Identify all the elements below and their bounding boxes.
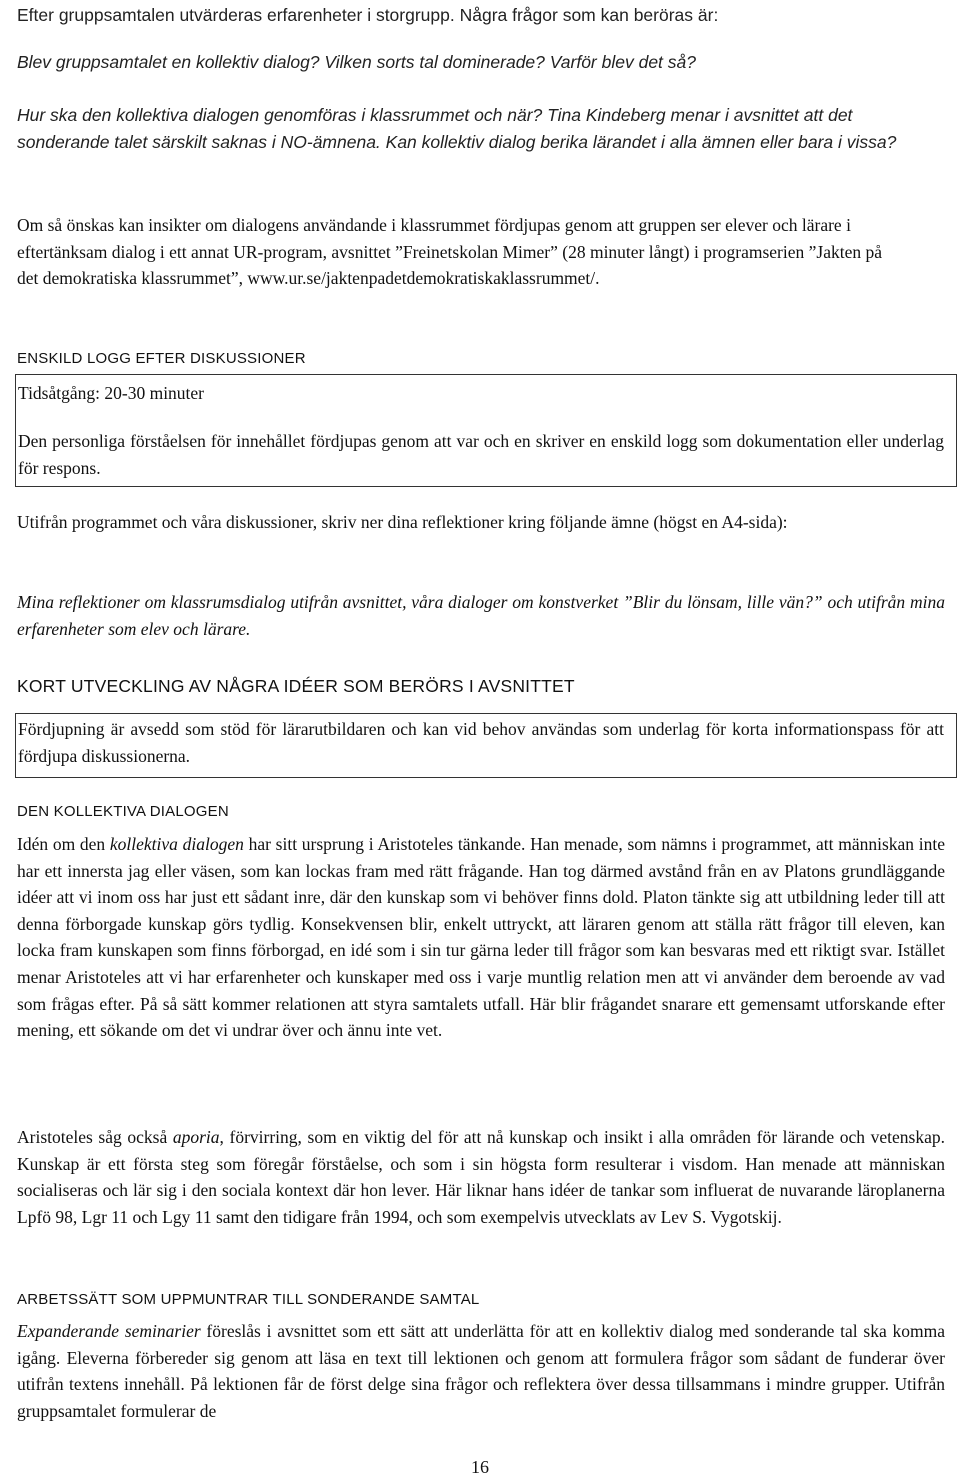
section-heading-logg: ENSKILD LOGG EFTER DISKUSSIONER [17, 350, 306, 367]
intro-questions-2: Hur ska den kollektiva dialogen genomföras i klassrummet och när? Tina Kindeberg menar i avsnittet att det sonderande talet särskilt saknas i NO-ämnena. Kan kollektiv dialog berika lärandet i alla ämnen eller bara i vissa? [17, 105, 897, 152]
arbets-paragraph: Expanderande seminarier föreslås i avsnittet som ett sätt att underlätta för att en kollektiv dialog med sonderande tal ska komma igång. Eleverna förbereder sig genom att läsa en text till lektionen och genom att formulera frågor som sådant de funderar över utifrån textens innehåll. På lektionen får de först delge sina frågor och reflektera över dessa tillsammans i mindre grupper. Utifrån gruppsamtalet formulerar de [17, 1321, 945, 1421]
logg-instruction: Utifrån programmet och våra diskussioner, skriv ner dina reflektioner kring följande ämne (högst en A4-sida): [17, 512, 788, 532]
time-estimate: Tidsåtgång: 20-30 minuter [18, 383, 205, 403]
dialog-paragraph-1: Idén om den kollektiva dialogen har sitt ursprung i Aristoteles tänkande. Han menade, som nämns i programmet, att människan inte har ett innersta jag eller väsen, som kan lockas fram med rätt frågande. Han tog därmed avstånd från en av Platons grundläggande idéer att vi inom oss har just ett sådant inre, där den kunskap som vi behöver finns dold. Platon tänkte sig att utbildning leder till att denna förborgade kunskap görs tydlig. Konsekvensen blir, enkelt uttryckt, att läraren genom att ställa rätt frågor till eleven, kan locka fram kunskapen som finns förborgad, en idé som i sin tur gärna leder till frågor som kan besvaras med ett riktigt svar. Istället menar Aristoteles att vi har erfarenheter och kunskaper med oss i varje muntlig relation men att vi använder dem beroende av vad som frågas efter. På så sätt kommer relationen att styra samtalets utfall. Här blir frågandet snarare ett gemensamt utforskande efter mening, ett sökande om det vi undrar över och ännu inte vet. [17, 834, 945, 1041]
page-number: 16 [471, 1457, 489, 1477]
intro-line: Efter gruppsamtalen utvärderas erfarenheter i storgrupp. Några frågor som kan beröras är: [17, 5, 719, 25]
logg-box-text: Den personliga förståelsen för innehållet fördjupas genom att var och en skriver en enskild logg som dokumentation eller underlag för respons. [18, 431, 944, 478]
intro-questions: Blev gruppsamtalet en kollektiv dialog? Vilken sorts tal dominerade? Varför blev det så? [17, 52, 696, 72]
section-heading-dialog: DEN KOLLEKTIVA DIALOGEN [17, 803, 229, 820]
kort-box-text: Fördjupning är avsedd som stöd för lärarutbildaren och kan vid behov användas som underlag för korta informationspass för att fördjupa diskussionerna. [18, 719, 944, 766]
kort-info-box [15, 713, 957, 778]
dialog-paragraph-2: Aristoteles såg också aporia, förvirring, som en viktig del för att nå kunskap och insikt i alla områden för lärande och vetenskap. Kunskap är ett första steg som föregår förståelse, och som i sin högsta form resulterar i visdom. Han menade att människan socialiseras och lär sig i den sociala kontext där hon lever. Här liknar hans idéer de tankar som influerat de nuvarande läroplanerna Lpfö 98, Lgr 11 och Lgy 11 samt den tidigare från 1994, och som exempelvis utvecklats av Lev S. Vygotskij. [17, 1127, 945, 1227]
section-heading-arbets: ARBETSSÄTT SOM UPPMUNTRAR TILL SONDERANDE SAMTAL [17, 1291, 480, 1308]
logg-info-box [15, 374, 957, 487]
logg-topic: Mina reflektioner om klassrumsdialog utifrån avsnittet, våra dialoger om konstverket ”Blir du lönsam, lille vän?” och utifrån mina erfarenheter som elev och lärare. [17, 592, 945, 639]
intro-ur-program: Om så önskas kan insikter om dialogens användande i klassrummet fördjupas genom att gruppen ser elever och lärare i eftertänksam dialog i ett annat UR-program, avsnittet ”Freinetskolan Mimer” (28 minuter långt) i programserien ”Jakten på det demokratiska klassrummet”, www.ur.se/jaktenpadetdemokratiskaklassrummet/. [17, 215, 883, 289]
section-heading-kort: KORT UTVECKLING AV NÅGRA IDÉER SOM BERÖRS I AVSNITTET [17, 676, 575, 696]
